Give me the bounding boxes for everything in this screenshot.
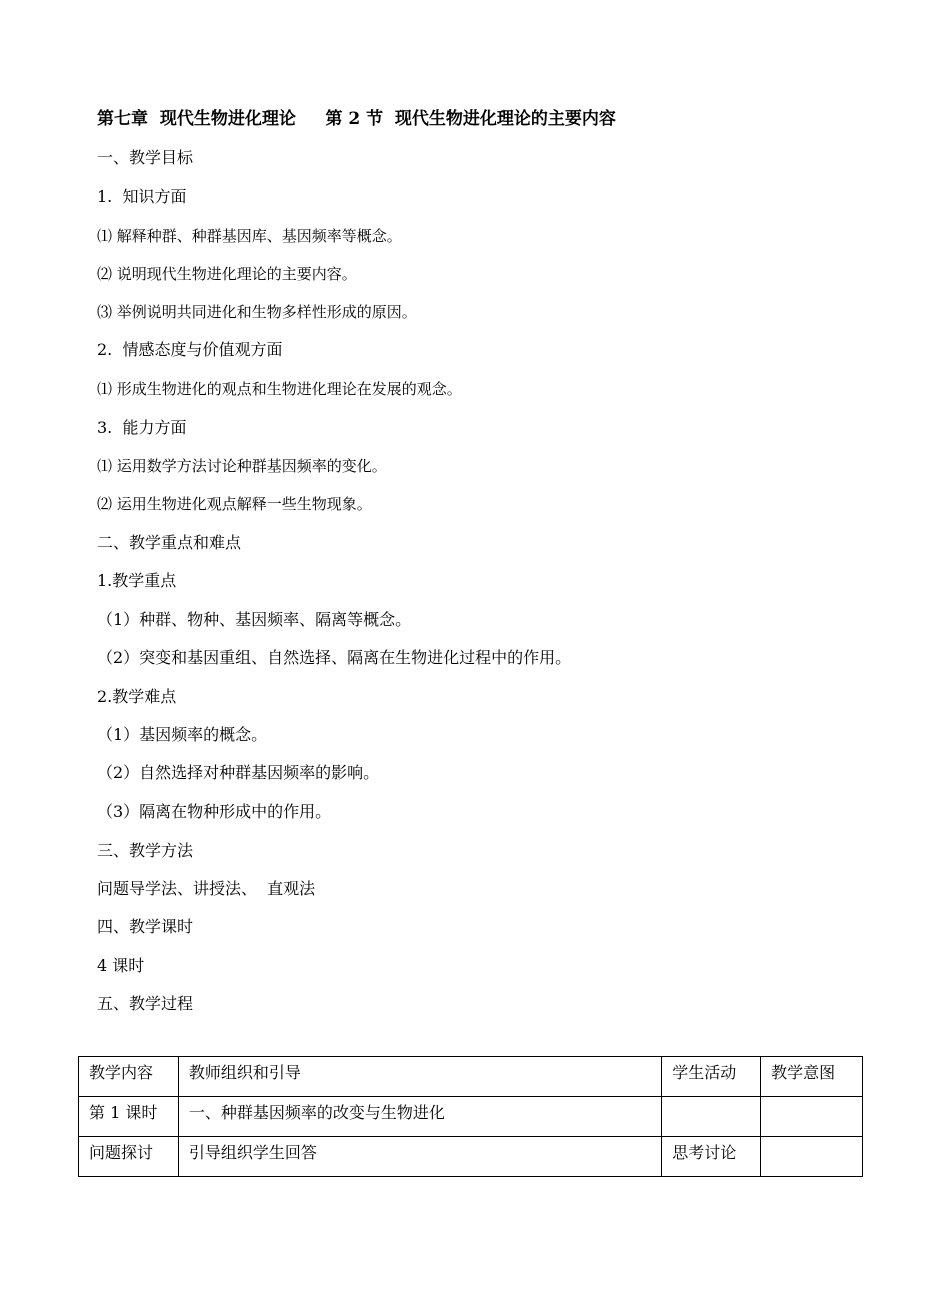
hours-text: 4 课时: [97, 956, 145, 975]
objective-item: ⑴ 运用数学方法讨论种群基因频率的变化。: [97, 457, 387, 475]
difficulty-item: （3）隔离在物种形成中的作用。: [97, 802, 332, 821]
subheading-knowledge: 1. 知识方面: [97, 187, 187, 206]
table-header-cell: 学生活动: [662, 1057, 761, 1097]
subheading-ability: 3. 能力方面: [97, 418, 187, 437]
table-cell: 引导组织学生回答: [178, 1137, 661, 1177]
table-cell: 思考讨论: [662, 1137, 761, 1177]
section-heading-key-points: 二、教学重点和难点: [97, 533, 242, 552]
table-header-row: [79, 1057, 863, 1097]
table-header-cell: 教学内容: [79, 1057, 179, 1097]
section-heading-methods: 三、教学方法: [97, 841, 194, 860]
objective-item: ⑵ 说明现代生物进化理论的主要内容。: [97, 265, 357, 283]
table-row: [79, 1137, 863, 1177]
section-heading-hours: 四、教学课时: [97, 917, 194, 936]
difficulty-item: （1）基因频率的概念。: [97, 725, 268, 744]
table-cell: [662, 1097, 761, 1137]
table-row: [79, 1097, 863, 1137]
methods-text: 问题导学法、讲授法、 直观法: [97, 879, 316, 898]
table-header-cell: 教师组织和引导: [178, 1057, 661, 1097]
table-cell: 一、种群基因频率的改变与生物进化: [178, 1097, 661, 1137]
objective-item: ⑴ 形成生物进化的观点和生物进化理论在发展的观念。: [97, 380, 462, 398]
objective-item: ⑴ 解释种群、种群基因库、基因频率等概念。: [97, 227, 402, 245]
section-heading-process: 五、教学过程: [97, 994, 194, 1013]
table-header-cell: 教学意图: [761, 1057, 863, 1097]
objective-item: ⑵ 运用生物进化观点解释一些生物现象。: [97, 495, 372, 513]
subheading-key-points: 1.教学重点: [97, 571, 177, 590]
subheading-difficulties: 2.教学难点: [97, 687, 177, 706]
key-point-item: （2）突变和基因重组、自然选择、隔离在生物进化过程中的作用。: [97, 648, 572, 667]
table-cell: 问题探讨: [79, 1137, 179, 1177]
table-cell: [761, 1137, 863, 1177]
document-title: 第七章 现代生物进化理论 第 2 节 现代生物进化理论的主要内容: [97, 109, 616, 129]
key-point-item: （1）种群、物种、基因频率、隔离等概念。: [97, 610, 412, 629]
table-cell: [761, 1097, 863, 1137]
subheading-attitude: 2. 情感态度与价值观方面: [97, 340, 283, 359]
objective-item: ⑶ 举例说明共同进化和生物多样性形成的原因。: [97, 303, 417, 321]
difficulty-item: （2）自然选择对种群基因频率的影响。: [97, 763, 380, 782]
section-heading-objectives: 一、教学目标: [97, 148, 194, 167]
lesson-process-table: [78, 1056, 863, 1177]
table-cell: 第 1 课时: [79, 1097, 179, 1137]
